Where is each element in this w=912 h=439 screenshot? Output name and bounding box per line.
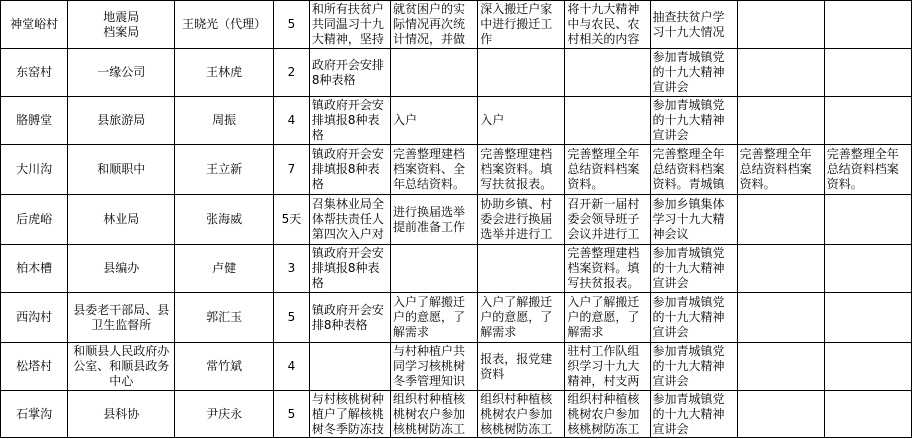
activity-cell-text: 参加青城镇党的十九大精神宣讲会: [652, 344, 725, 388]
activity-cell-text: 召开新一届村委会领导班子会议并进行工: [567, 197, 640, 241]
activity-cell[interactable]: [650, 245, 737, 293]
activity-cell[interactable]: [824, 245, 911, 293]
activity-cell-text: 参加青城镇党的十九大精神宣讲会: [652, 295, 725, 339]
person-cell-text: 卢健: [212, 261, 237, 275]
activity-cell[interactable]: [824, 343, 911, 391]
activity-cell-text: 完善整理建档档案资料。填写扶贫报表。: [480, 147, 553, 191]
activity-cell-text: 镇政府开会安排填报8种表格: [311, 147, 384, 191]
activity-cell-text: 完善整理全年总结资料档案资料。: [826, 147, 899, 191]
activity-cell[interactable]: [650, 49, 737, 97]
activity-cell[interactable]: [478, 1, 565, 49]
activity-cell-text: 完善整理全年总结资料档案资料。: [739, 147, 812, 191]
activity-cell-text: 参加青城镇党的十九大精神宣讲会: [652, 50, 725, 94]
activity-cell[interactable]: [391, 1, 478, 49]
activity-cell[interactable]: [650, 97, 737, 145]
activity-cell-text: 参加青城镇党的十九大精神宣讲会: [652, 246, 725, 290]
count-cell[interactable]: [274, 97, 310, 145]
table-row: [1, 97, 912, 145]
count-cell-text: 5: [287, 406, 296, 421]
table-row: [1, 343, 912, 391]
activity-cell-text: 镇政府开会安排填报8种表格: [311, 98, 384, 142]
activity-cell-text: 参加乡镇集体学习十九大精神会议: [652, 197, 725, 241]
person-cell[interactable]: [175, 49, 274, 97]
person-cell-text: 常竹斌: [206, 359, 243, 373]
activity-cell[interactable]: [737, 97, 824, 145]
activity-cell[interactable]: [565, 145, 650, 195]
village-cell-text: 胳膊堂: [16, 113, 53, 127]
unit-cell-text: 县旅游局: [97, 113, 146, 127]
activity-cell[interactable]: [737, 343, 824, 391]
activity-cell[interactable]: [478, 391, 565, 438]
table-row: [1, 391, 912, 438]
activity-cell-text: 与村种植户共同学习核桃树冬季管理知识: [393, 344, 466, 388]
activity-cell[interactable]: [309, 245, 390, 293]
activity-cell[interactable]: [391, 293, 478, 343]
unit-cell[interactable]: [68, 145, 175, 195]
village-cell-text: 石掌沟: [16, 406, 53, 421]
person-cell-text: 周振: [212, 113, 237, 127]
activity-cell-text: 组织村种植核桃树农户参加核桃树防冻工: [567, 391, 640, 436]
person-cell[interactable]: [175, 293, 274, 343]
person-cell[interactable]: [175, 97, 274, 145]
activity-cell[interactable]: [737, 245, 824, 293]
activity-cell[interactable]: [824, 49, 911, 97]
activity-cell[interactable]: [478, 195, 565, 245]
activity-cell[interactable]: [309, 293, 390, 343]
activity-cell-text: 入户了解搬迁户的意愿，了解需求: [480, 295, 553, 339]
activity-cell-text: 入户了解搬迁户的意愿，了解需求: [567, 295, 640, 339]
table-row: [1, 293, 912, 343]
unit-cell-text: 一缘公司: [97, 65, 146, 79]
activity-cell-text: 将十九大精神中与农民、农村相关的内容: [567, 2, 640, 46]
activity-cell[interactable]: [737, 49, 824, 97]
activity-cell[interactable]: [391, 49, 478, 97]
count-cell[interactable]: [274, 391, 310, 438]
activity-cell[interactable]: [309, 343, 390, 391]
activity-cell[interactable]: [309, 1, 390, 49]
person-cell-text: 王立新: [206, 162, 243, 176]
unit-cell[interactable]: [68, 49, 175, 97]
activity-cell-text: 就贫困户的实际情况再次统计情况，并做: [393, 2, 466, 46]
village-cell-text: 神堂峪村: [10, 17, 59, 31]
activity-cell-text: 深入搬迁户家中进行搬迁工作: [480, 2, 553, 46]
village-cell[interactable]: [1, 391, 68, 438]
count-cell[interactable]: [274, 145, 310, 195]
activity-cell-text: 抽查扶贫户学习十九大情况: [652, 9, 725, 39]
unit-cell-text: 县委老干部局、县卫生监督所: [73, 302, 170, 332]
table-row: [1, 245, 912, 293]
unit-cell-text: 和顺县人民政府办公室、和顺县政务中心: [73, 344, 170, 388]
activity-cell-text: 完善整理全年总结资料档案资料。青城镇: [652, 147, 725, 191]
activity-cell[interactable]: [650, 343, 737, 391]
village-cell[interactable]: [1, 97, 68, 145]
table-row: [1, 49, 912, 97]
village-cell-text: 西沟村: [16, 310, 53, 324]
activity-cell[interactable]: [478, 293, 565, 343]
unit-cell-text: 地震局 档案局: [103, 9, 140, 39]
activity-cell-text: 与村核桃树种植户了解核桃树冬季防冻技: [311, 391, 384, 436]
activity-cell[interactable]: [478, 97, 565, 145]
activity-cell[interactable]: [737, 293, 824, 343]
activity-cell[interactable]: [565, 195, 650, 245]
activity-cell[interactable]: [565, 391, 650, 438]
person-cell[interactable]: [175, 145, 274, 195]
person-cell-text: 郭汇玉: [206, 310, 243, 324]
count-cell-text: 4: [287, 113, 296, 127]
activity-cell-text: 进行换届选举提前准备工作: [393, 204, 466, 234]
table-row: [1, 195, 912, 245]
table-row: [1, 1, 912, 49]
activity-cell-text: 驻村工作队组织学习十九大精神，村支两: [567, 344, 640, 388]
activity-cell-text: 组织村种植核桃树农户参加核桃树防冻工: [393, 391, 466, 436]
unit-cell-text: 县科协: [103, 406, 140, 421]
activity-cell-text: 镇政府开会安排8种表格: [311, 302, 384, 332]
activity-cell[interactable]: [565, 293, 650, 343]
activity-cell[interactable]: [391, 343, 478, 391]
person-cell[interactable]: [175, 245, 274, 293]
activity-cell[interactable]: [391, 97, 478, 145]
village-cell-text: 大川沟: [16, 162, 53, 176]
unit-cell[interactable]: [68, 293, 175, 343]
count-cell[interactable]: [274, 1, 310, 49]
count-cell[interactable]: [274, 195, 310, 245]
count-cell[interactable]: [274, 343, 310, 391]
village-cell-text: 东窑村: [16, 65, 53, 79]
unit-cell[interactable]: [68, 195, 175, 245]
activity-cell[interactable]: [565, 97, 650, 145]
activity-cell[interactable]: [309, 97, 390, 145]
activity-cell[interactable]: [737, 391, 824, 438]
activity-cell[interactable]: [391, 195, 478, 245]
activity-cell-text: 完善整理建档档案资料。填写扶贫报表。: [567, 246, 640, 290]
activity-cell[interactable]: [824, 97, 911, 145]
person-cell[interactable]: [175, 343, 274, 391]
activity-cell[interactable]: [565, 343, 650, 391]
village-cell[interactable]: [1, 293, 68, 343]
activity-cell[interactable]: [478, 49, 565, 97]
village-cell[interactable]: [1, 1, 68, 49]
activity-cell-text: 参加青城镇党的十九大精神宣讲会: [652, 98, 725, 142]
activity-cell-text: 协助乡镇、村委会进行换届选举并进行工: [480, 197, 553, 241]
activity-cell[interactable]: [824, 195, 911, 245]
activity-cell[interactable]: [650, 391, 737, 438]
activity-cell[interactable]: [391, 245, 478, 293]
activity-cell[interactable]: [309, 391, 390, 438]
activity-cell[interactable]: [565, 1, 650, 49]
unit-cell-text: 林业局: [103, 212, 140, 226]
activity-cell[interactable]: [737, 1, 824, 49]
activity-cell[interactable]: [650, 195, 737, 245]
activity-cell-text: 完善整理全年总结资料档案资料。: [567, 147, 640, 191]
village-cell[interactable]: [1, 145, 68, 195]
village-cell[interactable]: [1, 49, 68, 97]
person-cell[interactable]: [175, 195, 274, 245]
activity-cell[interactable]: [478, 343, 565, 391]
activity-cell[interactable]: [309, 145, 390, 195]
unit-cell[interactable]: [68, 245, 175, 293]
person-cell[interactable]: [175, 1, 274, 49]
count-cell-text: 5天: [281, 212, 302, 226]
activity-cell[interactable]: [478, 245, 565, 293]
count-cell-text: 5: [287, 310, 296, 324]
unit-cell-text: 和顺职中: [97, 162, 146, 176]
activity-cell[interactable]: [824, 293, 911, 343]
village-cell[interactable]: [1, 343, 68, 391]
count-cell[interactable]: [274, 245, 310, 293]
activity-cell[interactable]: [650, 1, 737, 49]
village-cell-text: 后虎峪: [16, 212, 53, 226]
activity-cell-text: 镇政府开会安排填报8种表格: [311, 246, 384, 290]
activity-cell[interactable]: [737, 145, 824, 195]
activity-cell-text: 参加青城镇党的十九大精神宣讲会: [652, 391, 725, 436]
unit-cell[interactable]: [68, 97, 175, 145]
activity-cell-text: 完善整理建档档案资料、全年总结资料。: [393, 147, 466, 191]
activity-cell-text: 入户: [393, 113, 418, 127]
unit-cell[interactable]: [68, 1, 175, 49]
person-cell-text: 尹庆永: [206, 406, 243, 421]
count-cell-text: 7: [287, 162, 296, 176]
activity-cell[interactable]: [824, 145, 911, 195]
count-cell[interactable]: [274, 293, 310, 343]
village-cell[interactable]: [1, 195, 68, 245]
activity-cell[interactable]: [650, 293, 737, 343]
activity-cell[interactable]: [737, 195, 824, 245]
village-cell-text: 柏木槽: [16, 261, 53, 275]
activity-cell[interactable]: [824, 391, 911, 438]
activity-cell-text: 政府开会安排8种表格: [311, 57, 384, 87]
person-cell-text: 王林虎: [206, 65, 243, 79]
person-cell[interactable]: [175, 391, 274, 438]
count-cell-text: 3: [287, 261, 296, 275]
activity-cell-text: 召集林业局全体帮扶责任人第四次入户对: [311, 197, 384, 241]
count-cell[interactable]: [274, 49, 310, 97]
activity-cell-text: 组织村种植核桃树农户参加核桃树防冻工: [480, 391, 553, 436]
person-cell-text: 张海威: [206, 212, 243, 226]
unit-cell[interactable]: [68, 391, 175, 438]
village-cell[interactable]: [1, 245, 68, 293]
village-cell-text: 松塔村: [16, 359, 53, 373]
activity-cell[interactable]: [565, 245, 650, 293]
activity-cell-text: 和所有扶贫户共同温习十九大精神，坚持: [311, 2, 384, 46]
activity-cell-text: 报表，报党建资料: [480, 351, 553, 381]
activity-cell[interactable]: [391, 145, 478, 195]
count-cell-text: 2: [287, 65, 296, 79]
activity-cell-text: 入户: [480, 113, 505, 127]
count-cell-text: 4: [287, 359, 296, 373]
activity-cell[interactable]: [650, 145, 737, 195]
activity-cell[interactable]: [309, 49, 390, 97]
activity-cell[interactable]: [309, 195, 390, 245]
activity-cell-text: 入户了解搬迁户的意愿，了解需求: [393, 295, 466, 339]
activity-cell[interactable]: [478, 145, 565, 195]
person-cell-text: 王晓光（代理）: [182, 17, 267, 31]
unit-cell[interactable]: [68, 343, 175, 391]
count-cell-text: 5: [287, 17, 296, 31]
table-row: [1, 145, 912, 195]
unit-cell-text: 县编办: [103, 261, 140, 275]
activity-cell[interactable]: [824, 1, 911, 49]
activity-cell[interactable]: [391, 391, 478, 438]
activity-cell[interactable]: [565, 49, 650, 97]
